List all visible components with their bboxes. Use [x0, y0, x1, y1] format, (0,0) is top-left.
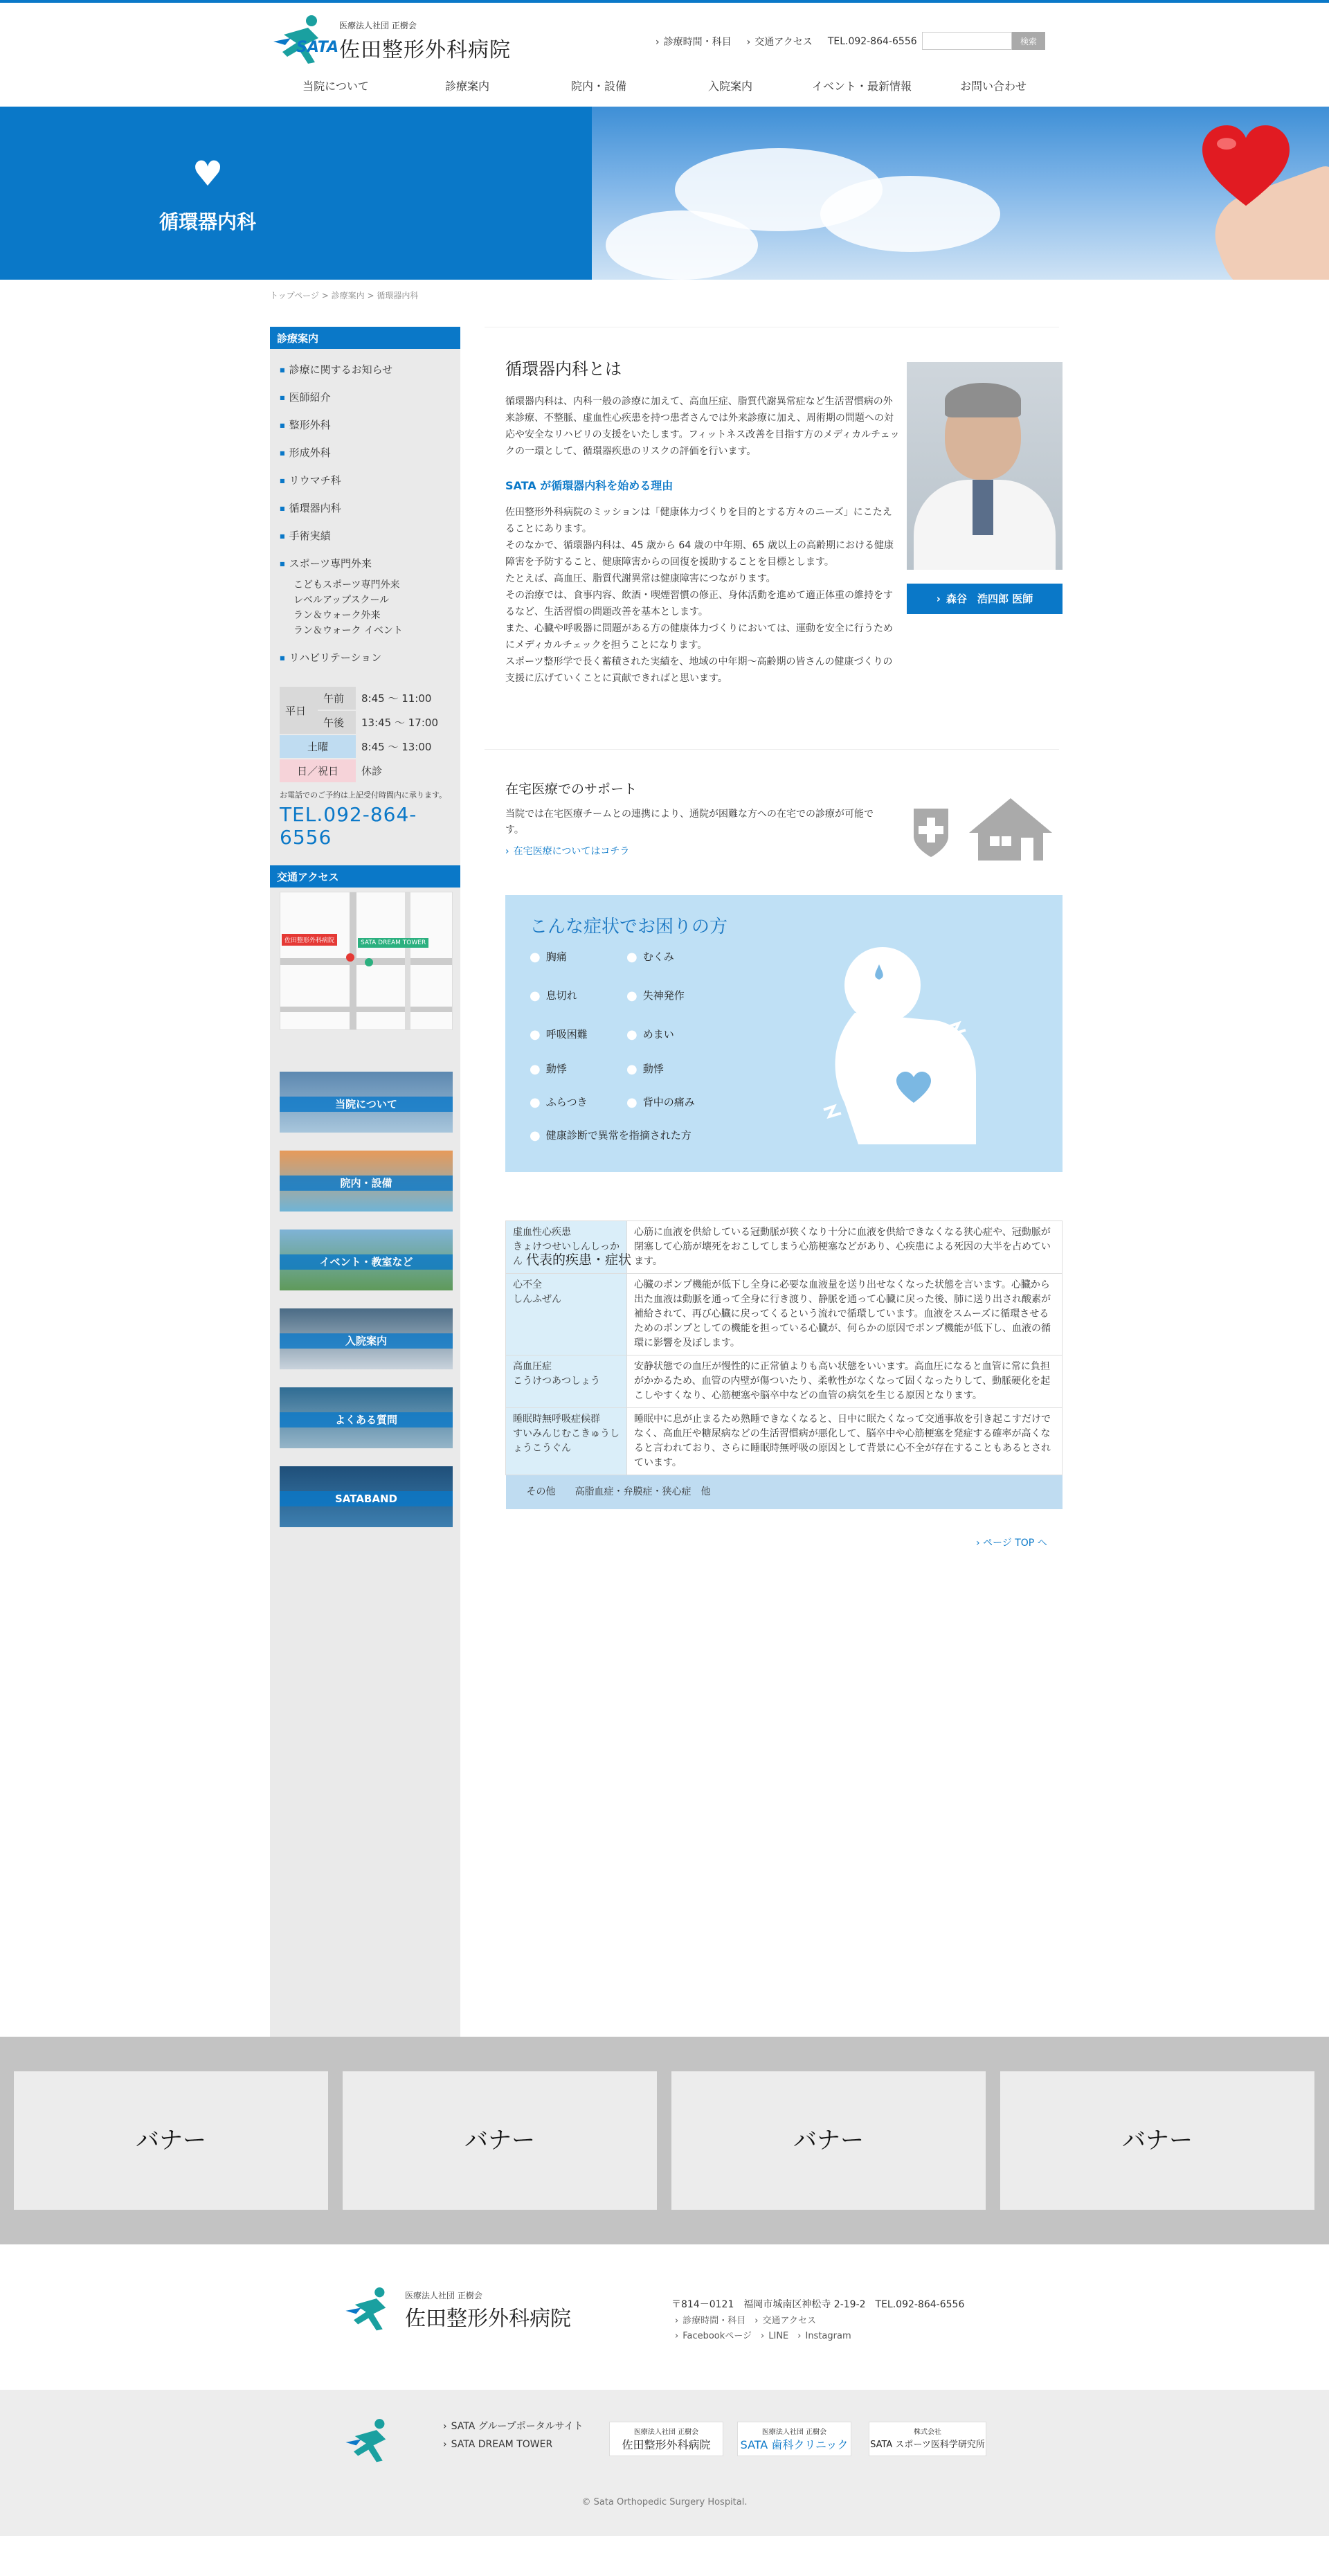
table-row — [506, 1408, 1063, 1475]
sidebar-item-sports[interactable]: ■ スポーツ専門外来 — [280, 550, 460, 577]
hours-table — [280, 687, 453, 784]
runner-logo-icon — [343, 2286, 398, 2334]
footer-links — [675, 2314, 851, 2344]
access-link[interactable]: › 交通アクセス — [747, 35, 813, 48]
sidebar-item-rehab[interactable]: ■ リハビリテーション — [280, 644, 460, 672]
banner-2[interactable]: バナー — [343, 2071, 657, 2210]
footer-instagram-link[interactable]: › Instagram — [797, 2331, 851, 2341]
map-hospital-label: 佐田整形外科病院 — [282, 934, 337, 946]
intro-title: 循環器内科とは — [505, 359, 622, 379]
site-header — [270, 3, 1059, 107]
search-button[interactable]: 検索 — [1012, 32, 1045, 50]
support-section — [485, 749, 1059, 1549]
group-links — [443, 2417, 584, 2453]
hours-am-time: 8:45 ～ 11:00 — [356, 687, 453, 710]
symptom-item: ● 動悸 — [530, 1061, 567, 1077]
header-tel: TEL.092-864-6556 — [827, 36, 917, 47]
nav-medical[interactable]: 診療案内 — [444, 80, 489, 93]
intro-paragraph: そのなかで、循環器内科は、45 歳から 64 歳の中年期、65 歳以上の高齢期における健康障害を予防すること、健康障害からの回復を援助することを目標とします。 — [505, 540, 894, 568]
hero-title-panel — [0, 107, 592, 280]
nav-about[interactable]: 当院について — [302, 80, 369, 93]
intro-text — [505, 393, 900, 687]
copyright: © Sata Orthopedic Surgery Hospital. — [581, 2497, 748, 2507]
sidebar-item-rheumatology[interactable]: ■ リウマチ科 — [280, 467, 460, 494]
page-top-link[interactable]: › ページ TOP へ — [976, 1538, 1047, 1549]
disease-desc: 心筋に血液を供給している冠動脈が狭くなり十分に血液を供給できなくなる狭心症や、冠動脈が閉塞して心筋が壊死をおこしてしまう心筋梗塞などがあり、心疾患による死因の大半を占めています。 — [627, 1221, 1063, 1274]
hours-weekday: 平日 — [280, 687, 318, 735]
other-label: その他 — [526, 1486, 556, 1497]
disease-name: 心不全 しんふぜん — [506, 1274, 627, 1355]
partner-lab-logo[interactable]: 株式会社 SATA スポーツ医科学研究所 — [869, 2422, 986, 2456]
side-banner-admission[interactable]: 入院案内 — [280, 1308, 453, 1369]
disease-name: 高血圧症 こうけつあつしょう — [506, 1355, 627, 1408]
symptom-item: ● めまい — [626, 1027, 674, 1042]
footer-main — [0, 2244, 1329, 2390]
sidebar-tel[interactable]: TEL.092-864-6556 — [280, 803, 417, 849]
medical-shield-icon — [910, 805, 952, 861]
doctor-profile-button[interactable]: › 森谷 浩四郎 医師 — [907, 584, 1063, 614]
support-title: 在宅医療でのサポート — [505, 782, 638, 797]
corp-name: 医療法人社団 正樹会 — [339, 20, 417, 30]
table-row — [506, 1274, 1063, 1355]
symptom-title: こんな症状でお困りの方 — [530, 917, 728, 937]
hero-image — [592, 107, 1329, 280]
disease-desc: 安静状態での血圧が慢性的に正常値よりも高い状態をいいます。高血圧になると血管に常に負担がかかるため、血管の内壁が傷ついたり、柔軟性がなくなって固くなったりして、動脈硬化を起こしやすくなり、心筋梗塞や脳卒中などの血管の病気を生じる原因となります。 — [627, 1355, 1063, 1408]
banner-3[interactable]: バナー — [671, 2071, 986, 2210]
hero-banner — [0, 107, 1329, 280]
footer-corp: 医療法人社団 正樹会 — [405, 2290, 482, 2300]
dream-tower-link[interactable]: › SATA DREAM TOWER — [443, 2439, 552, 2450]
map-pin-icon — [365, 958, 373, 966]
disease-desc: 睡眠中に息が止まるため熟睡できなくなると、日中に眠たくなって交通事故を引き起こすだけでなく、高血圧や糖尿病などの生活習慣病が悪化して、脳卒中や心筋梗塞を発症する確率が高くなると言われており、さらに睡眠時無呼吸の原因として背景に心不全が存在することもあるとされています。 — [627, 1408, 1063, 1475]
symptom-item: ● ふらつき — [530, 1095, 588, 1110]
hours-am: 午前 — [318, 687, 356, 710]
side-banner-events[interactable]: イベント・教室など — [280, 1230, 453, 1290]
intro-subtitle: SATA が循環器内科を始める理由 — [505, 479, 673, 492]
sidebar-item-doctors[interactable]: ■ 医師紹介 — [280, 384, 460, 411]
sidebar — [270, 327, 460, 2037]
side-banner-sataband[interactable]: SATABAND — [280, 1466, 453, 1527]
header-links — [656, 35, 917, 48]
access-map[interactable] — [280, 892, 453, 1030]
map-tower-label: SATA DREAM TOWER — [358, 938, 428, 948]
sidebar-title: 診療案内 — [270, 327, 460, 349]
side-banner-facility[interactable]: 院内・設備 — [280, 1151, 453, 1212]
group-logo-icon[interactable] — [343, 2417, 398, 2466]
sidebar-item-surgery[interactable]: ■ 手術実績 — [280, 522, 460, 550]
intro-paragraph: 循環器内科は、内科一般の診療に加えて、高血圧症、脂質代謝異常症など生活習慣病の外来診療、不整脈、虚血性心疾患を持つ患者さんでは外来診療に加え、周術期の問題への対応や安全なリハビリの支援をいたします。フィットネス改善を目指す方のメディカルチェックの一環として、循環器疾患のリスクの評価を行います。 — [505, 396, 900, 457]
banner-section — [0, 2037, 1329, 2244]
symptom-item: ● 胸痛 — [530, 949, 567, 964]
footer-group — [0, 2390, 1329, 2536]
global-nav — [270, 78, 1059, 93]
disease-name: 睡眠時無呼吸症候群 すいみんじむこきゅうしょうこうぐん — [506, 1408, 627, 1475]
sidebar-menu — [270, 349, 460, 672]
hospital-name: 佐田整形外科病院 — [339, 37, 511, 62]
symptom-box — [505, 895, 1063, 1172]
intro-paragraph: たとえば、高血圧、脂質代謝異常は健康障害につながります。 — [505, 573, 776, 584]
footer-facebook-link[interactable]: › Facebookページ — [675, 2331, 752, 2341]
intro-paragraph: スポーツ整形学で長く蓄積された実績を、地域の中年期～高齢期の皆さんの健康づくりの支援に広げていくことに貢献できればと思います。 — [505, 656, 893, 684]
hours-sat-time: 8:45 ～ 13:00 — [356, 735, 453, 759]
sidebar-item-cardiology[interactable]: ■ 循環器内科 — [280, 494, 460, 522]
nav-contact[interactable]: お問い合わせ — [959, 80, 1027, 93]
page-title: 循環器内科 — [159, 210, 256, 233]
table-row — [506, 1355, 1063, 1408]
footer-logo[interactable] — [343, 2286, 571, 2334]
symptom-item: ● 背中の痛み — [626, 1095, 695, 1110]
search-input[interactable] — [922, 32, 1012, 50]
doctor-photo — [907, 362, 1063, 570]
footer-line-link[interactable]: › LINE — [761, 2331, 788, 2341]
symptom-item: ● 健康診断で異常を指摘された方 — [530, 1128, 691, 1143]
sidebar-sub-kids[interactable]: こどもスポーツ専門外来 — [293, 579, 400, 591]
hours-sat: 土曜 — [280, 735, 356, 759]
footer-hours-link[interactable]: › 診療時間・科目 — [675, 2316, 745, 2326]
side-banner-faq[interactable]: よくある質問 — [280, 1387, 453, 1448]
partner-hospital-logo[interactable]: 医療法人社団 正樹会 佐田整形外科病院 — [609, 2422, 723, 2456]
heart-icon: ♥ — [192, 154, 224, 194]
hours-pm: 午後 — [318, 710, 356, 735]
symptom-item: ● むくみ — [626, 949, 674, 964]
access-title: 交通アクセス — [270, 865, 460, 888]
sidebar-sub-school[interactable]: レベルアップスクール — [293, 595, 390, 606]
house-icon — [966, 795, 1056, 864]
tel-note: お電話でのご予約は上記受付時間内に承ります。 — [280, 791, 447, 800]
sidebar-item-notice[interactable]: ■ 診療に関するお知らせ — [280, 356, 460, 384]
disease-name: 虚血性心疾患 きょけつせいしんしっかん — [506, 1221, 627, 1274]
banner-4[interactable]: バナー — [1000, 2071, 1314, 2210]
group-portal-link[interactable]: › SATA グループポータルサイト — [443, 2421, 584, 2432]
patient-illustration-icon — [817, 937, 1018, 1144]
symptom-item: ● 失神発作 — [626, 988, 685, 1003]
symptom-item: ● 息切れ — [530, 988, 577, 1003]
footer-address: 〒814－0121 福岡市城南区神松寺 2-19-2 TEL.092-864-6556 — [671, 2299, 965, 2310]
diseases-section — [505, 1221, 1063, 1509]
intro-paragraph: また、心臓や呼吸器に問題がある方の健康体力づくりにおいては、運動を安全に行うためにメディカルチェックを担うことになります。 — [505, 623, 893, 651]
hours-sun: 日／祝日 — [280, 759, 356, 783]
logo-text — [339, 19, 511, 63]
nav-events[interactable]: イベント・最新情報 — [811, 80, 912, 93]
symptom-item: ● 呼吸困難 — [530, 1027, 588, 1042]
sidebar-sub-walk-event[interactable]: ラン＆ウォーク イベント — [293, 625, 403, 636]
breadcrumb-home[interactable]: トップページ — [270, 291, 319, 300]
search-form — [922, 32, 1045, 50]
breadcrumb: トップページ > 診療案内 > 循環器内科 — [270, 291, 419, 300]
banner-1[interactable]: バナー — [14, 2071, 328, 2210]
breadcrumb-medical[interactable]: 診療案内 — [331, 291, 365, 300]
table-row-other — [506, 1475, 1063, 1510]
symptom-item: ● 動悸 — [626, 1061, 664, 1077]
nav-admission[interactable]: 入院案内 — [707, 80, 752, 93]
logo-sata: SATA — [296, 39, 339, 56]
footer-hospital: 佐田整形外科病院 — [405, 2306, 571, 2331]
footer-access-link[interactable]: › 交通アクセス — [754, 2316, 816, 2326]
hours-pm-time: 13:45 ～ 17:00 — [356, 710, 453, 735]
content-wrap — [270, 327, 1059, 2037]
disease-desc: 心臓のポンプ機能が低下し全身に必要な血液量を送り出せなくなった状態を言います。心臓から出た血液は動脈を通って全身に行き渡り、静脈を通って心臓に戻った後、肺に送り出され酸素が補給されて、再び心臓に戻ってくるという流れで循環しています。血液をスムーズに循環させるためのポンプとしての機能を担っている心臓が、何らかの原因でポンプ機能が低下し、血液の循環に影響を及ぼします。 — [627, 1274, 1063, 1355]
site-logo[interactable] — [270, 14, 511, 68]
hours-sun-time: 休診 — [356, 759, 453, 783]
red-heart-image — [1197, 120, 1294, 217]
main-content — [485, 327, 1059, 1549]
sidebar-item-plastic[interactable]: ■ 形成外科 — [280, 439, 460, 467]
sidebar-item-orthopedics[interactable]: ■ 整形外科 — [280, 411, 460, 439]
other-value: 高脂血症・弁膜症・狭心症 他 — [575, 1486, 711, 1497]
intro-section — [485, 327, 1059, 684]
map-pin-icon — [346, 953, 354, 962]
sidebar-sub-walk[interactable]: ラン＆ウォーク外来 — [293, 610, 381, 621]
hours-link[interactable]: › 診療時間・科目 — [656, 35, 732, 48]
home-care-link[interactable]: › 在宅医療についてはコチラ — [505, 844, 629, 858]
diseases-title: 代表的疾患・症状 — [526, 1252, 632, 1268]
intro-paragraph: その治療では、食事内容、飲酒・喫煙習慣の修正、身体活動を進めて適正体重の維持をするなど、生活習慣の問題改善を基本とします。 — [505, 590, 893, 618]
breadcrumb-current: 循環器内科 — [377, 291, 419, 300]
side-banner-about[interactable]: 当院について — [280, 1072, 453, 1133]
nav-facility[interactable]: 院内・設備 — [570, 80, 626, 93]
intro-paragraph: 佐田整形外科病院のミッションは「健康体力づくりを目的とする方々のニーズ」にこたえることにあります。 — [505, 507, 892, 534]
support-text: 当院では在宅医療チームとの連携により、通院が困難な方への在宅での診療が可能です。 — [505, 809, 874, 836]
partner-dental-logo[interactable]: 医療法人社団 正樹会 SATA 歯科クリニック — [737, 2422, 851, 2456]
